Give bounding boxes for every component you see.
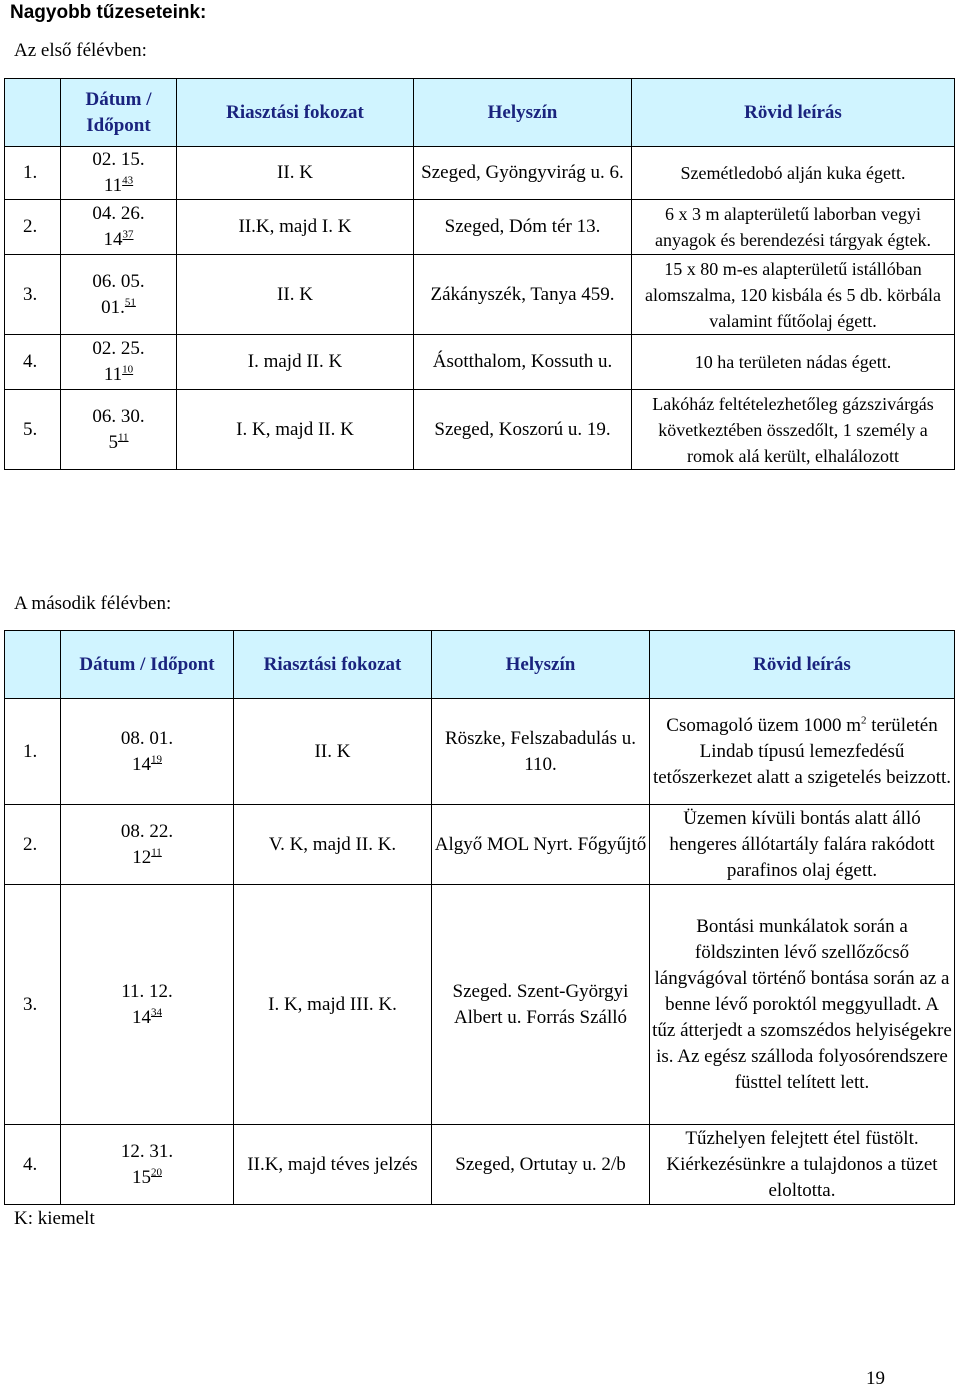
minute-text: 34 bbox=[151, 1006, 162, 1019]
table-row bbox=[5, 147, 955, 200]
description-cell: Lakóház feltételezhetőleg gázszivárgás következtében összedőlt, 1 személy a romok alá került, elhalálozott bbox=[632, 390, 955, 470]
minute-text: 43 bbox=[122, 174, 134, 187]
first-half-label: Az első félévben: bbox=[14, 40, 147, 61]
date-text: 06. 05. bbox=[92, 270, 145, 292]
description-cell: 15 x 80 m-es alapterületű istállóban alomszalma, 120 kisbála és 5 db. körbála valamint fűtőolaj égett. bbox=[632, 255, 955, 335]
date-text: 06. 30. bbox=[92, 405, 145, 427]
minute-text: 10 bbox=[122, 363, 134, 376]
date-text: 08. 22. bbox=[120, 820, 174, 842]
hour-text: 14 bbox=[132, 1006, 151, 1028]
col-header-desc: Rövid leírás bbox=[650, 631, 955, 699]
description-cell bbox=[650, 699, 955, 805]
description-cell: Tűzhelyen felejtett étel füstölt. Kiérkezésünkre a tulajdonos a tüzet eloltotta. bbox=[650, 1125, 955, 1205]
date-time-cell bbox=[61, 255, 177, 335]
date-time-cell bbox=[61, 200, 177, 255]
footnote: K: kiemelt bbox=[14, 1208, 95, 1229]
date-time-cell bbox=[61, 805, 234, 885]
date-time-cell bbox=[61, 699, 234, 805]
date-time-cell bbox=[61, 147, 177, 200]
date-text: 02. 25. bbox=[92, 338, 145, 359]
location-cell: Szeged. Szent-Györgyi Albert u. Forrás Szálló bbox=[432, 885, 650, 1125]
description-cell: Üzemen kívüli bontás alatt álló hengeres állótartály falára rakódott parafinos olaj égett. bbox=[650, 805, 955, 885]
hour-text: 11 bbox=[103, 175, 123, 196]
table-row bbox=[5, 1125, 955, 1205]
table-row bbox=[5, 390, 955, 470]
first-half-table bbox=[4, 78, 955, 470]
col-header-place: Helyszín bbox=[432, 631, 650, 699]
table-header-row bbox=[5, 631, 955, 699]
date-text: 02. 15. bbox=[92, 149, 145, 170]
description-superscript: 2 bbox=[861, 714, 867, 727]
minute-text: 11 bbox=[151, 846, 162, 859]
col-header-date: Dátum / Időpont bbox=[61, 631, 234, 699]
col-header-alarm: Riasztási fokozat bbox=[177, 79, 414, 147]
description-cell: 10 ha területen nádas égett. bbox=[632, 335, 955, 390]
date-time-cell bbox=[61, 390, 177, 470]
location-cell: Szeged, Gyöngyvirág u. 6. bbox=[414, 147, 632, 200]
row-number: 1. bbox=[5, 147, 61, 200]
alarm-level-cell: II. K bbox=[234, 699, 432, 805]
hour-text: 12 bbox=[132, 846, 152, 868]
row-number: 2. bbox=[5, 200, 61, 255]
col-header-num bbox=[5, 631, 61, 699]
col-header-desc: Rövid leírás bbox=[632, 79, 955, 147]
page-number: 19 bbox=[866, 1368, 885, 1389]
location-cell: Szeged, Ortutay u. 2/b bbox=[432, 1125, 650, 1205]
table-row bbox=[5, 335, 955, 390]
table-row bbox=[5, 805, 955, 885]
col-header-place: Helyszín bbox=[414, 79, 632, 147]
description-text: Csomagoló üzem 1000 m bbox=[666, 714, 861, 736]
alarm-level-cell: II.K, majd I. K bbox=[177, 200, 414, 255]
minute-text: 20 bbox=[151, 1166, 162, 1179]
description-cell: Szemétledobó alján kuka égett. bbox=[632, 147, 955, 200]
alarm-level-cell: II. K bbox=[177, 255, 414, 335]
alarm-level-cell: I. K, majd III. K. bbox=[234, 885, 432, 1125]
location-cell: Szeged, Koszorú u. 19. bbox=[414, 390, 632, 470]
row-number: 1. bbox=[5, 699, 61, 805]
hour-text: 14 bbox=[132, 753, 151, 775]
col-header-alarm: Riasztási fokozat bbox=[234, 631, 432, 699]
row-number: 3. bbox=[5, 885, 61, 1125]
minute-text: 37 bbox=[122, 228, 134, 241]
table-row bbox=[5, 885, 955, 1125]
date-text: 12. 31. bbox=[120, 1140, 174, 1162]
hour-text: 14 bbox=[103, 229, 123, 250]
date-time-cell bbox=[61, 335, 177, 390]
alarm-level-cell: II. K bbox=[177, 147, 414, 200]
description-cell: 6 x 3 m alapterületű laborban vegyi anyagok és berendezési tárgyak égtek. bbox=[632, 200, 955, 255]
location-cell: Szeged, Dóm tér 13. bbox=[414, 200, 632, 255]
hour-text: 5 bbox=[108, 431, 118, 453]
col-header-num bbox=[5, 79, 61, 147]
hour-text: 01. bbox=[101, 296, 125, 318]
minute-text: 19 bbox=[151, 753, 162, 766]
row-number: 5. bbox=[5, 390, 61, 470]
minute-text: 11 bbox=[117, 431, 129, 444]
description-text-rest: területén Lindab típusú lemezfedésű tetőszerkezet alatt a szigetelés beizzott. bbox=[652, 714, 952, 788]
location-cell: Röszke, Felszabadulás u. 110. bbox=[432, 699, 650, 805]
row-number: 3. bbox=[5, 255, 61, 335]
hour-text: 11 bbox=[103, 364, 123, 385]
second-half-label: A második félévben: bbox=[14, 593, 172, 614]
row-number: 4. bbox=[5, 1125, 61, 1205]
description-cell: Bontási munkálatok során a földszinten lévő szellőzőcső lángvágóval történő bontása során az a benne lévő poroktól meggyulladt. A tűz átterjedt a szomszédos helyiségekre is. Az egész szálloda folyosórendszere füsttel telített lett. bbox=[650, 885, 955, 1125]
date-text: 04. 26. bbox=[92, 203, 145, 224]
date-text: 11. 12. bbox=[121, 980, 173, 1002]
row-number: 2. bbox=[5, 805, 61, 885]
table-header-row bbox=[5, 79, 955, 147]
hour-text: 15 bbox=[132, 1166, 151, 1188]
alarm-level-cell: I. majd II. K bbox=[177, 335, 414, 390]
minute-text: 51 bbox=[124, 296, 136, 309]
date-time-cell bbox=[61, 1125, 234, 1205]
date-time-cell bbox=[61, 885, 234, 1125]
table-row bbox=[5, 255, 955, 335]
alarm-level-cell: II.K, majd téves jelzés bbox=[234, 1125, 432, 1205]
row-number: 4. bbox=[5, 335, 61, 390]
alarm-level-cell: I. K, majd II. K bbox=[177, 390, 414, 470]
location-cell: Ásotthalom, Kossuth u. bbox=[414, 335, 632, 390]
table-row bbox=[5, 699, 955, 805]
alarm-level-cell: V. K, majd II. K. bbox=[234, 805, 432, 885]
second-half-table bbox=[4, 630, 955, 1205]
date-text: 08. 01. bbox=[120, 727, 174, 749]
location-cell: Zákányszék, Tanya 459. bbox=[414, 255, 632, 335]
table-row bbox=[5, 200, 955, 255]
page-heading: Nagyobb tűzeseteink: bbox=[10, 2, 207, 23]
location-cell: Algyő MOL Nyrt. Főgyűjtő bbox=[432, 805, 650, 885]
col-header-date: Dátum / Időpont bbox=[61, 79, 177, 147]
